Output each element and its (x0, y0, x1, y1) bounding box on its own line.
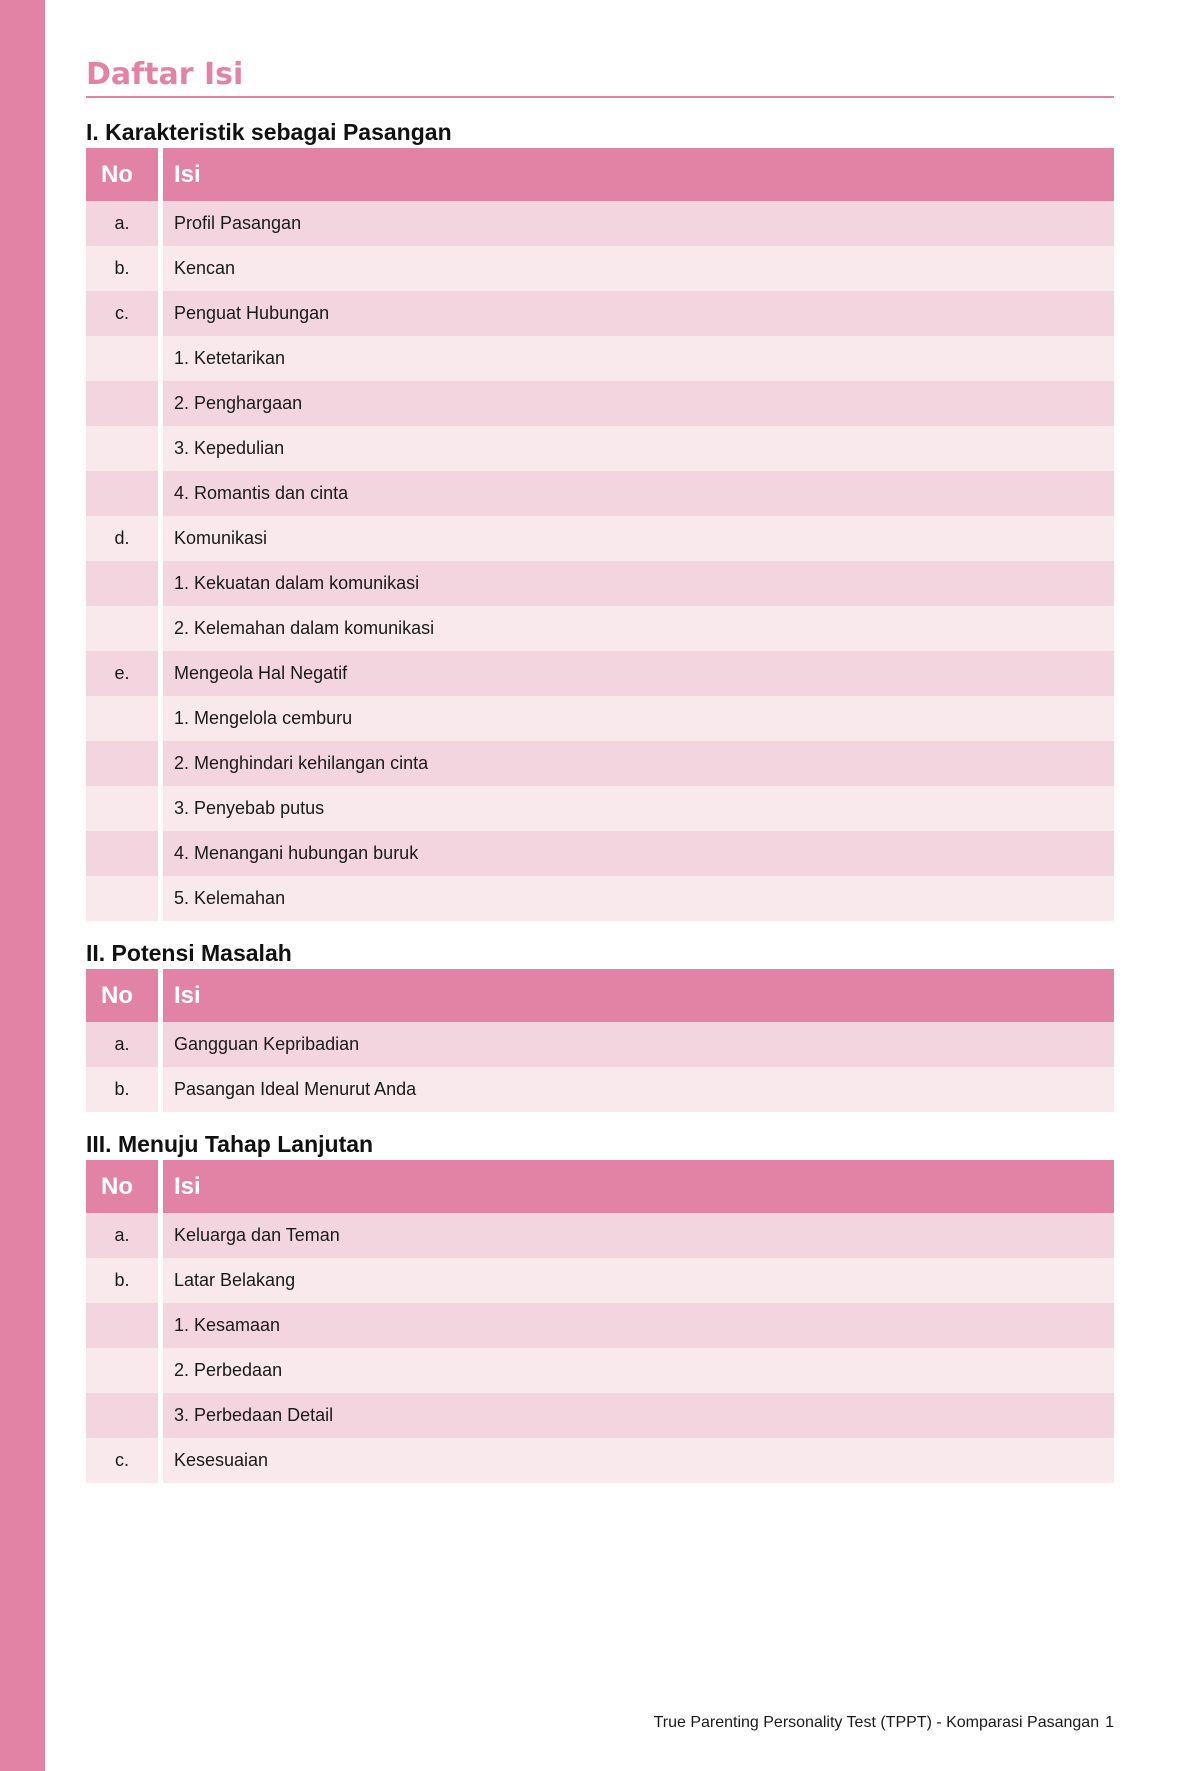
row-no (86, 1348, 158, 1393)
row-isi: Mengeola Hal Negatif (163, 651, 1114, 696)
row-isi: 1. Kesamaan (163, 1303, 1114, 1348)
table-row[interactable] (86, 246, 1114, 291)
table-header (86, 148, 1114, 201)
row-no: d. (86, 516, 158, 561)
table-header (86, 969, 1114, 1022)
row-no: b. (86, 1258, 158, 1303)
table-row[interactable] (86, 651, 1114, 696)
row-isi: 3. Kepedulian (163, 426, 1114, 471)
table-row[interactable] (86, 291, 1114, 336)
table-row[interactable] (86, 1067, 1114, 1112)
side-accent-bar (0, 0, 45, 1771)
table-row[interactable] (86, 1022, 1114, 1067)
table-row[interactable] (86, 606, 1114, 651)
row-isi: Latar Belakang (163, 1258, 1114, 1303)
table-row[interactable] (86, 1258, 1114, 1303)
table-row[interactable] (86, 1438, 1114, 1483)
row-no: a. (86, 201, 158, 246)
row-no (86, 561, 158, 606)
table-header (86, 1160, 1114, 1213)
row-no (86, 606, 158, 651)
row-isi: Komunikasi (163, 516, 1114, 561)
page-title: Daftar Isi (86, 56, 1114, 98)
row-no: a. (86, 1022, 158, 1067)
toc-section-3 (86, 1130, 1114, 1483)
table-row[interactable] (86, 831, 1114, 876)
row-no: b. (86, 1067, 158, 1112)
table-row[interactable] (86, 516, 1114, 561)
row-isi: 1. Ketetarikan (163, 336, 1114, 381)
row-no: b. (86, 246, 158, 291)
footer-text: True Parenting Personality Test (TPPT) - Komparasi Pasangan (653, 1714, 1100, 1731)
table-row[interactable] (86, 201, 1114, 246)
table-row[interactable] (86, 1213, 1114, 1258)
row-isi: 1. Mengelola cemburu (163, 696, 1114, 741)
table-row[interactable] (86, 561, 1114, 606)
header-no: No (101, 161, 133, 188)
row-isi: 2. Perbedaan (163, 1348, 1114, 1393)
table-row[interactable] (86, 1393, 1114, 1438)
toc-table (86, 969, 1114, 1112)
row-isi: 3. Perbedaan Detail (163, 1393, 1114, 1438)
row-no (86, 876, 158, 921)
table-row[interactable] (86, 471, 1114, 516)
row-no (86, 696, 158, 741)
row-isi: Gangguan Kepribadian (163, 1022, 1114, 1067)
row-no (86, 786, 158, 831)
table-row[interactable] (86, 336, 1114, 381)
row-isi: Kesesuaian (163, 1438, 1114, 1483)
row-no (86, 831, 158, 876)
toc-section-1 (86, 112, 1114, 921)
section-heading: I. Karakteristik sebagai Pasangan (86, 119, 452, 145)
toc-table (86, 1160, 1114, 1483)
table-row[interactable] (86, 786, 1114, 831)
row-isi: Penguat Hubungan (163, 291, 1114, 336)
row-no (86, 741, 158, 786)
row-isi: 1. Kekuatan dalam komunikasi (163, 561, 1114, 606)
table-row[interactable] (86, 1303, 1114, 1348)
row-no (86, 471, 158, 516)
row-no: a. (86, 1213, 158, 1258)
row-no (86, 381, 158, 426)
header-no: No (101, 1173, 133, 1200)
row-isi: 2. Menghindari kehilangan cinta (163, 741, 1114, 786)
row-no (86, 1303, 158, 1348)
table-row[interactable] (86, 741, 1114, 786)
row-isi: Keluarga dan Teman (163, 1213, 1114, 1258)
row-no (86, 426, 158, 471)
row-isi: Kencan (163, 246, 1114, 291)
page-number: 1 (1105, 1714, 1114, 1731)
row-isi: Pasangan Ideal Menurut Anda (163, 1067, 1114, 1112)
row-isi: 5. Kelemahan (163, 876, 1114, 921)
header-isi: Isi (174, 161, 201, 188)
table-row[interactable] (86, 1348, 1114, 1393)
header-isi: Isi (174, 1173, 201, 1200)
row-isi: 4. Romantis dan cinta (163, 471, 1114, 516)
table-row[interactable] (86, 381, 1114, 426)
section-heading: II. Potensi Masalah (86, 940, 292, 966)
row-isi: 4. Menangani hubungan buruk (163, 831, 1114, 876)
table-row[interactable] (86, 696, 1114, 741)
row-isi: 2. Kelemahan dalam komunikasi (163, 606, 1114, 651)
toc-section-2 (86, 939, 1114, 1112)
row-no: c. (86, 291, 158, 336)
row-no (86, 1393, 158, 1438)
page-footer (654, 1714, 1114, 1732)
table-row[interactable] (86, 876, 1114, 921)
row-no (86, 336, 158, 381)
header-isi: Isi (174, 982, 201, 1009)
row-isi: 3. Penyebab putus (163, 786, 1114, 831)
row-no: e. (86, 651, 158, 696)
row-isi: Profil Pasangan (163, 201, 1114, 246)
toc-table (86, 148, 1114, 921)
table-row[interactable] (86, 426, 1114, 471)
toc-content (86, 56, 1114, 1483)
row-no: c. (86, 1438, 158, 1483)
header-no: No (101, 982, 133, 1009)
section-heading: III. Menuju Tahap Lanjutan (86, 1131, 374, 1157)
row-isi: 2. Penghargaan (163, 381, 1114, 426)
